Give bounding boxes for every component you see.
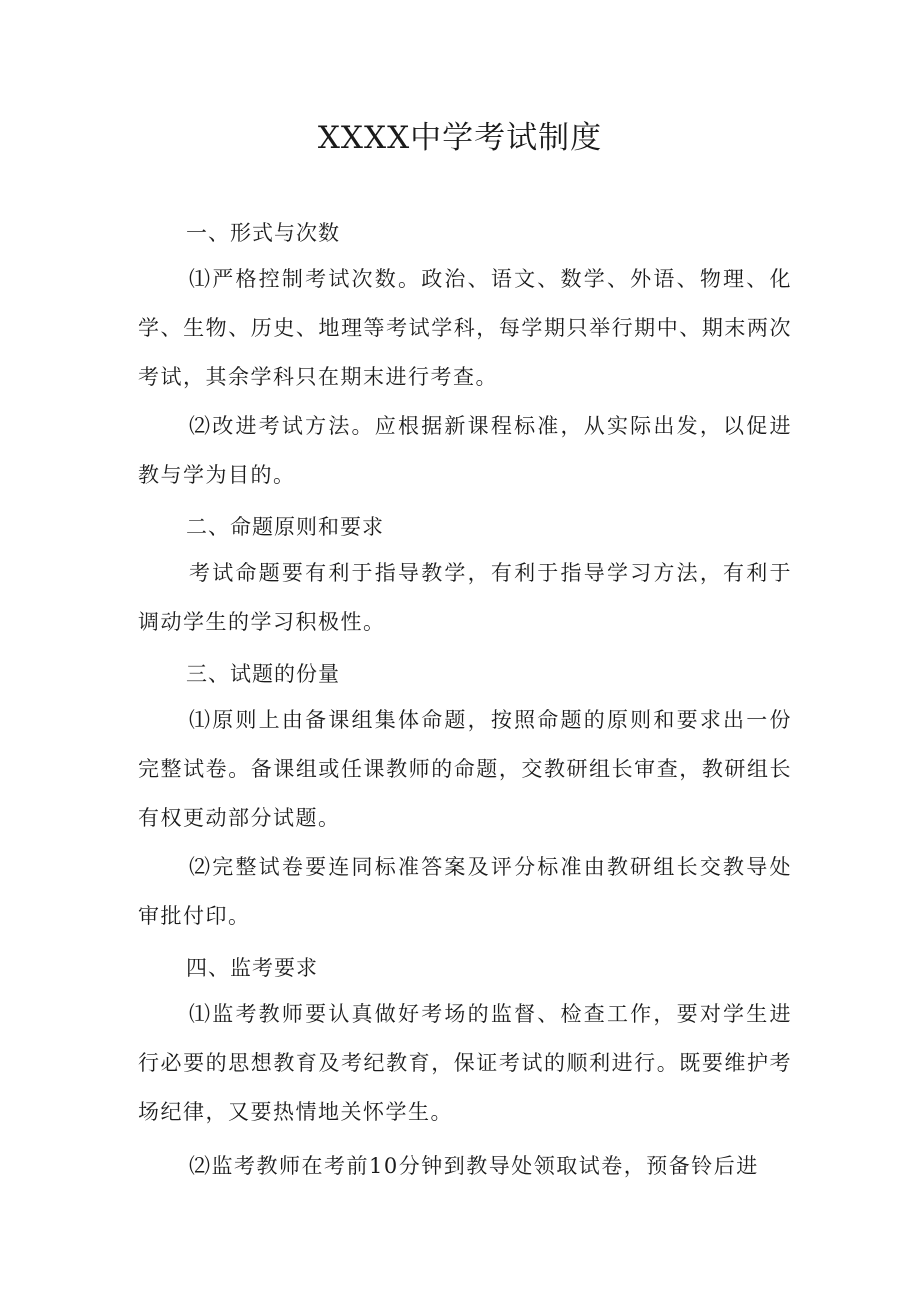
section-heading-1: 一、形式与次数 bbox=[186, 221, 340, 245]
section-heading-2: 二、命题原则和要求 bbox=[186, 515, 384, 539]
section-heading-4: 四、监考要求 bbox=[186, 956, 318, 980]
paragraph-3-2: ⑵完整试卷要连同标准答案及评分标准由教研组长交教导处审批付印。 bbox=[138, 855, 792, 928]
paragraph-3-1: ⑴原则上由备课组集体命题，按照命题的原则和要求出一份完整试卷。备课组或任课教师的命题，交教研组长审查，教研组长有权更动部分试题。 bbox=[138, 708, 792, 830]
section-heading-3: 三、试题的份量 bbox=[186, 662, 340, 686]
paragraph-4-2: ⑵监考教师在考前10分钟到教导处领取试卷，预备铃后进 bbox=[189, 1154, 759, 1178]
paragraph-2-1: 考试命题要有利于指导教学，有利于指导学习方法，有利于调动学生的学习积极性。 bbox=[138, 561, 792, 634]
document-title: XXXX中学考试制度 bbox=[317, 120, 603, 156]
paragraph-4-1: ⑴监考教师要认真做好考场的监督、检查工作，要对学生进行必要的思想教育及考纪教育，保证考试的顺利进行。既要维护考场纪律，又要热情地关怀学生。 bbox=[138, 1002, 792, 1124]
paragraph-1-2: ⑵改进考试方法。应根据新课程标准，从实际出发，以促进教与学为目的。 bbox=[138, 414, 792, 487]
paragraph-1-1: ⑴严格控制考试次数。政治、语文、数学、外语、物理、化学、生物、历史、地理等考试学科，每学期只举行期中、期末两次考试，其余学科只在期末进行考查。 bbox=[138, 267, 792, 389]
